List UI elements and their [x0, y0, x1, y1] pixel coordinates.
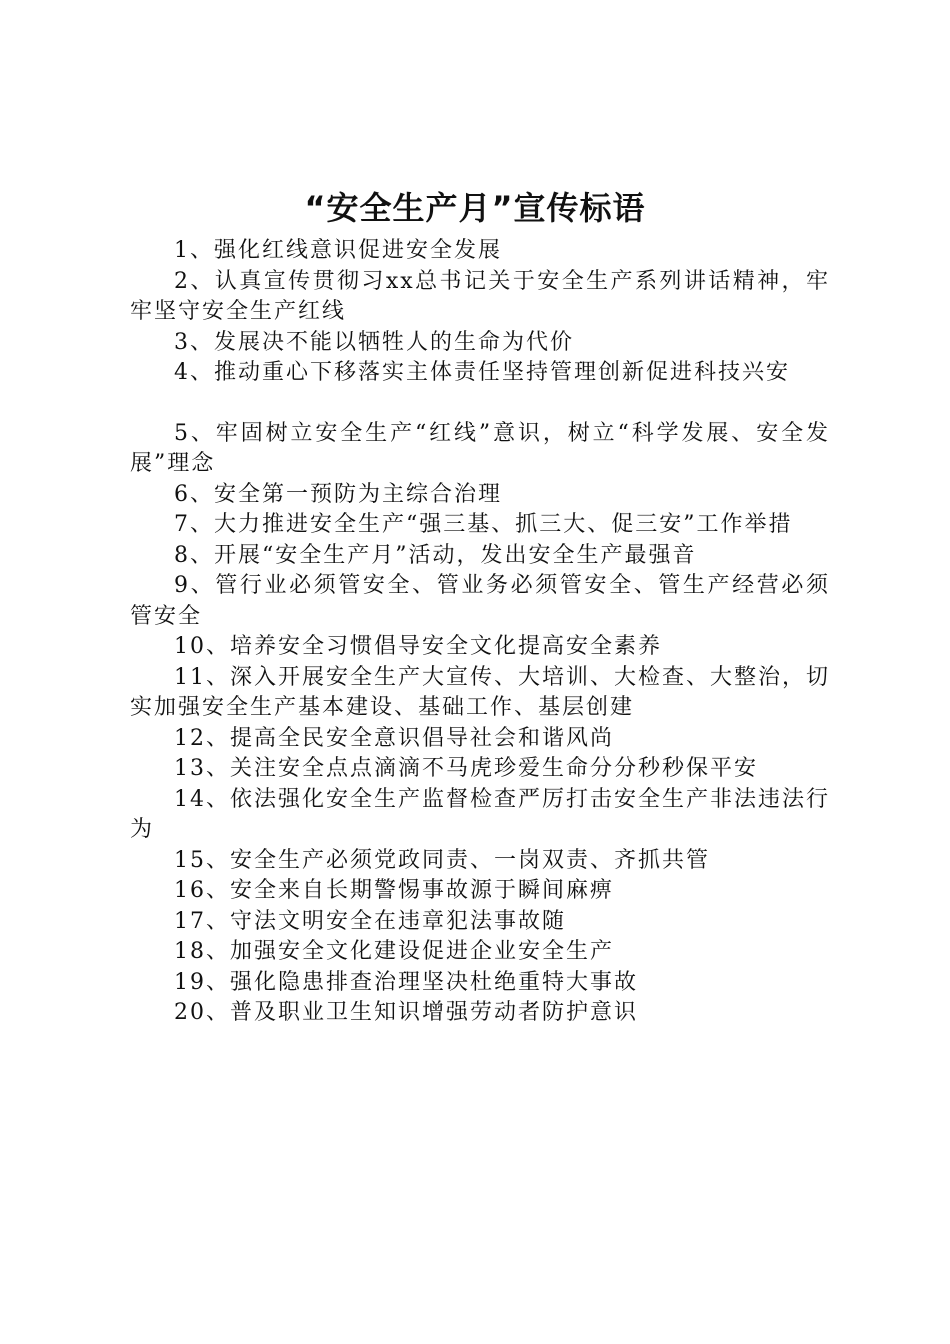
slogan-list: [130, 236, 830, 1029]
slogan-item: 17、守法文明安全在违章犯法事故随: [174, 908, 566, 934]
slogan-item: 6、安全第一预防为主综合治理: [174, 481, 502, 507]
slogan-item: 10、培养安全习惯倡导安全文化提高安全素养: [174, 634, 662, 659]
document-title: “安全生产月”宣传标语: [304, 189, 646, 227]
slogan-item: 20、普及职业卫生知识增强劳动者防护意识: [174, 1000, 638, 1025]
slogan-item: 13、关注安全点点滴滴不马虎珍爱生命分分秒秒保平安: [174, 756, 758, 781]
slogan-item: 7、大力推进安全生产“强三基、抓三大、促三安”工作举措: [174, 512, 793, 537]
slogan-item: 1、强化红线意识促进安全发展: [174, 238, 502, 263]
slogan-item: 11、深入开展安全生产大宣传、大培训、大检查、大整治，切实加强安全生产基本建设、基础工作、基层创建: [130, 664, 830, 720]
slogan-item: 12、提高全民安全意识倡导社会和谐风尚: [174, 725, 614, 751]
slogan-item: 16、安全来自长期警惕事故源于瞬间麻痹: [174, 878, 614, 903]
slogan-item: 8、开展“安全生产月”活动，发出安全生产最强音: [174, 542, 697, 568]
slogan-item: 15、安全生产必须党政同责、一岗双责、齐抓共管: [174, 847, 710, 873]
slogan-item: 5、牢固树立安全生产“红线”意识，树立“科学发展、安全发展”理念: [130, 420, 830, 476]
slogan-item: 4、推动重心下移落实主体责任坚持管理创新促进科技兴安: [174, 360, 790, 385]
slogan-item: 9、管行业必须管安全、管业务必须管安全、管生产经营必须管安全: [130, 573, 830, 629]
slogan-item: 18、加强安全文化建设促进企业安全生产: [174, 939, 614, 964]
slogan-item: 19、强化隐患排查治理坚决杜绝重特大事故: [174, 969, 638, 995]
slogan-item: 2、认真宣传贯彻习xx总书记关于安全生产系列讲话精神，牢牢坚守安全生产红线: [130, 268, 830, 324]
slogan-item: 3、发展决不能以牺牲人的生命为代价: [174, 329, 574, 355]
slogan-item: 14、依法强化安全生产监督检查严厉打击安全生产非法违法行为: [130, 786, 830, 842]
